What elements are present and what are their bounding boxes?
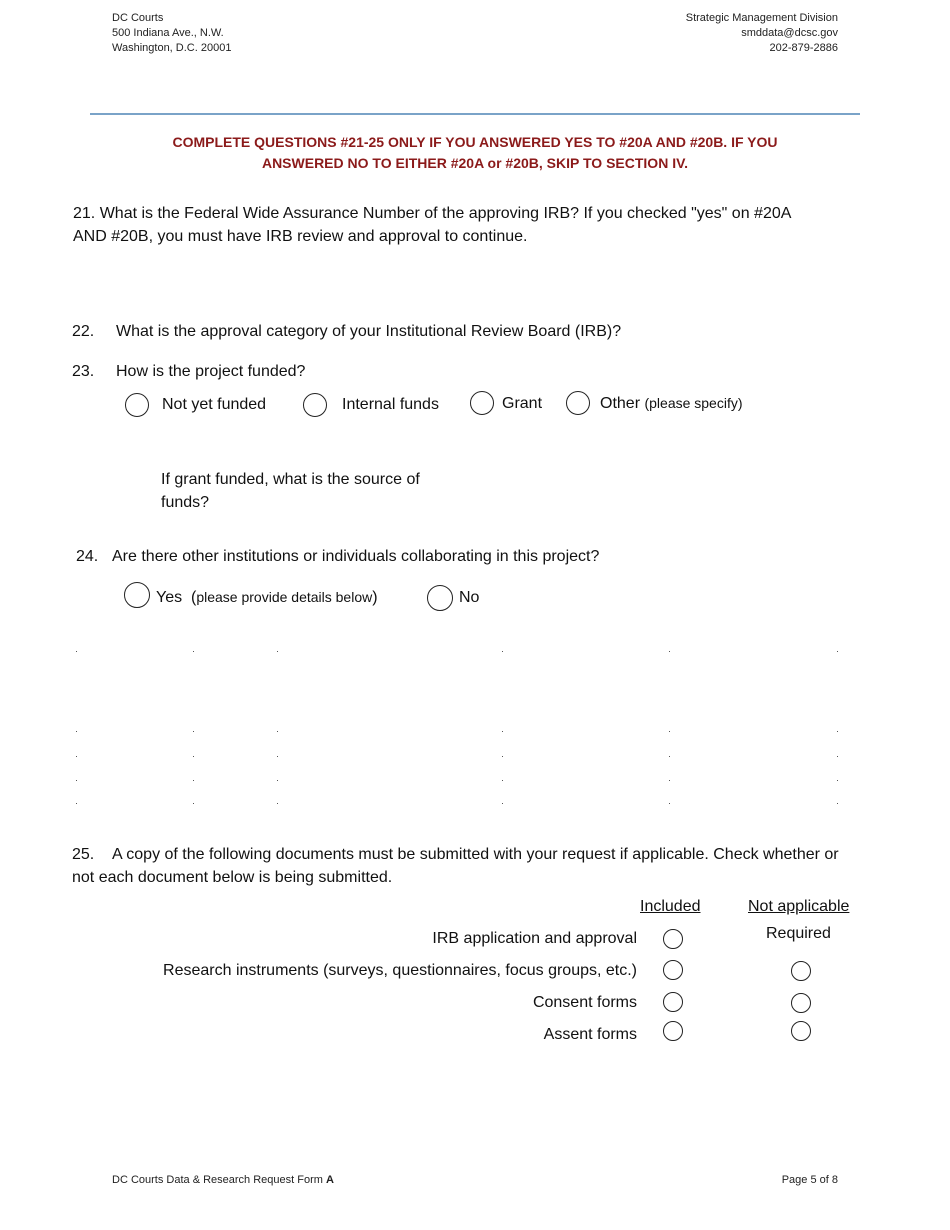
q25-line-2: not each document below is being submitted.	[72, 869, 393, 886]
other-note: (please specify)	[644, 395, 743, 411]
doc-assent-na-radio[interactable]	[791, 1021, 811, 1041]
q23-text: How is the project funded?	[116, 363, 306, 380]
instruction-line-1: COMPLETE QUESTIONS #21-25 ONLY IF YOU ANSWERED YES TO #20A AND #20B. IF YOU	[172, 134, 778, 150]
q23-number: 23.	[72, 363, 95, 380]
doc-label-research-instruments: Research instruments (surveys, questionnaires, focus groups, etc.)	[163, 962, 637, 979]
yes-note-open: (	[191, 589, 197, 606]
q25-line-1	[72, 843, 932, 866]
other-label: Other	[600, 395, 641, 412]
funding-label-grant: Grant	[502, 395, 543, 412]
division-name: Strategic Management Division	[685, 12, 838, 24]
instruction-line-2: ANSWERED NO TO EITHER #20A or #20B, SKIP TO SECTION IV.	[261, 155, 689, 171]
address-line-2: Washington, D.C. 20001	[112, 42, 232, 54]
q21-line-2: AND #20B, you must have IRB review and approval to continue.	[73, 228, 528, 245]
page-number: Page 5 of 8	[781, 1174, 838, 1186]
contact-email: smddata@dcsc.gov	[741, 27, 838, 39]
yes-label: Yes	[156, 589, 183, 606]
doc-research-na-radio[interactable]	[791, 961, 811, 981]
required-label: Required	[766, 925, 831, 942]
yes-note: please provide details below	[196, 589, 373, 605]
q22-text: What is the approval category of your Institutional Review Board (IRB)?	[116, 323, 622, 340]
q22-number: 22.	[72, 323, 95, 340]
doc-irb-included-radio[interactable]	[663, 929, 683, 949]
column-included: Included	[640, 898, 701, 915]
form-letter: A	[325, 1174, 334, 1186]
q24-text: Are there other institutions or individuals collaborating in this project?	[112, 548, 600, 565]
form-name: DC Courts Data & Research Request Form	[112, 1174, 326, 1186]
doc-label-consent: Consent forms	[532, 994, 637, 1011]
q24-number: 24.	[76, 548, 99, 565]
funding-label-not-yet-funded: Not yet funded	[162, 396, 267, 413]
question-25	[72, 843, 932, 889]
doc-label-assent: Assent forms	[543, 1026, 637, 1043]
q25-text: A copy of the following documents must be submitted with your request if applicable. Check whether or	[112, 846, 839, 863]
doc-consent-included-radio[interactable]	[663, 992, 683, 1012]
org-name: DC Courts	[112, 12, 164, 24]
doc-research-included-radio[interactable]	[663, 960, 683, 980]
address-line-1: 500 Indiana Ave., N.W.	[112, 27, 224, 39]
q21-line-1: 21. What is the Federal Wide Assurance Number of the approving IRB? If you checked "yes" on #20A	[73, 205, 792, 222]
doc-label-irb: IRB application and approval	[432, 930, 637, 947]
collab-label-no: No	[459, 589, 480, 606]
q25-number: 25.	[72, 846, 95, 863]
grant-source-line-2: funds?	[161, 494, 210, 511]
doc-assent-included-radio[interactable]	[663, 1021, 683, 1041]
contact-phone: 202-879-2886	[769, 42, 838, 54]
column-not-applicable: Not applicable	[748, 898, 850, 915]
grant-source-line-1: If grant funded, what is the source of	[161, 471, 420, 488]
footer-form-name	[112, 1173, 334, 1188]
yes-note-close: )	[372, 589, 378, 606]
doc-consent-na-radio[interactable]	[791, 993, 811, 1013]
funding-label-internal-funds: Internal funds	[342, 396, 439, 413]
